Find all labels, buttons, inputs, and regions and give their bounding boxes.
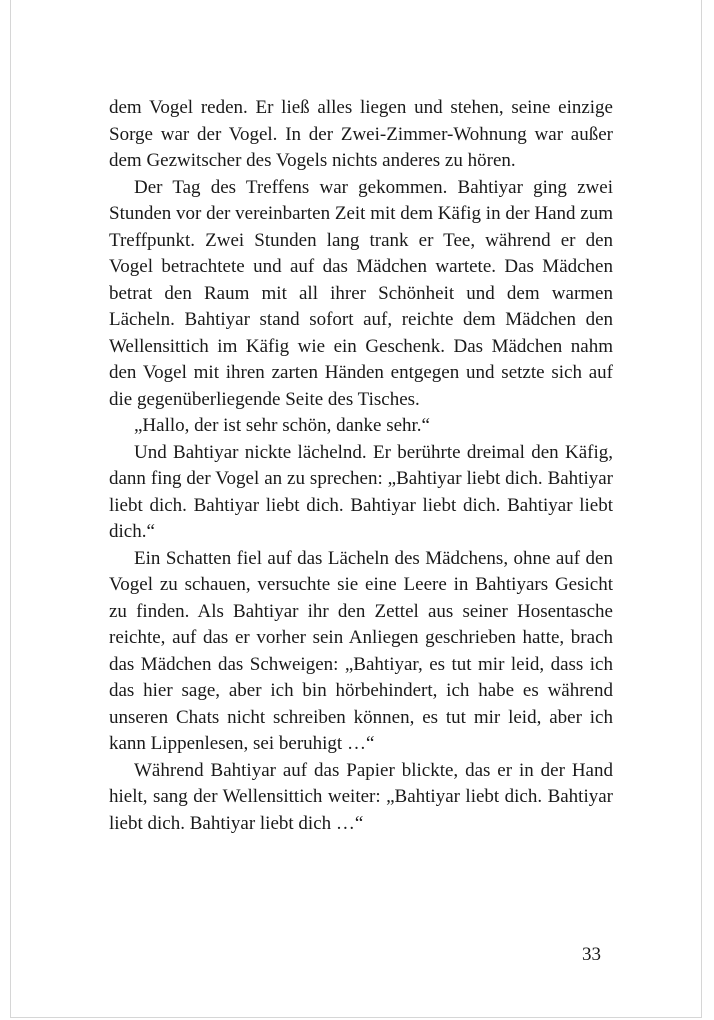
- body-text: [109, 95, 613, 837]
- paragraph-6: Während Bahtiyar auf das Papier blickte, das er in der Hand hielt, sang der Wellensittich weiter: „Bahtiyar liebt dich. Bahtiyar liebt dich. Bahtiyar liebt dich …“: [109, 759, 613, 834]
- paragraph-1: dem Vogel reden. Er ließ alles liegen und stehen, seine einzige Sorge war der Vogel. In der Zwei-Zimmer-Wohnung war außer dem Gezwitscher des Vogels nichts anderes zu hören.: [109, 97, 613, 171]
- paragraph-4: Und Bahtiyar nickte lächelnd. Er berührte dreimal den Käfig, dann fing der Vogel an zu sprechen: „Bahtiyar liebt dich. Bahtiyar liebt dich. Bahtiyar liebt dich. Bahtiyar liebt dich. Bahtiyar liebt dich.“: [109, 441, 613, 542]
- book-page: [10, 0, 702, 1018]
- paragraph-5: Ein Schatten fiel auf das Lächeln des Mädchens, ohne auf den Vogel zu schauen, versuchte sie eine Leere in Bahtiyars Gesicht zu finden. Als Bahtiyar ihr den Zettel aus seiner Hosentasche reichte, auf das er vorher sein Anliegen geschrieben hatte, brach das Mädchen das Schweigen: „Bahtiyar, es tut mir leid, dass ich das hier sage, aber ich bin hörbehindert, ich habe es während unseren Chats nicht schreiben können, es tut mir leid, aber ich kann Lippenlesen, sei beruhigt …“: [109, 547, 613, 754]
- page-number: 33: [582, 944, 601, 965]
- paragraph-3: „Hallo, der ist sehr schön, danke sehr.“: [134, 415, 430, 436]
- paragraph-2: Der Tag des Treffens war gekommen. Bahtiyar ging zwei Stunden vor der vereinbarten Zeit mit dem Käfig in der Hand zum Treffpunkt. Zwei Stunden lang trank er Tee, während er den Vogel betrachtete und auf das Mädchen wartete. Das Mädchen betrat den Raum mit all ihrer Schönheit und dem warmen Lächeln. Bahtiyar stand sofort auf, reichte dem Mädchen den Wellensittich im Käfig wie ein Geschenk. Das Mädchen nahm den Vogel mit ihren zarten Händen entgegen und setzte sich auf die gegenüberliegende Seite des Tisches.: [109, 176, 613, 410]
